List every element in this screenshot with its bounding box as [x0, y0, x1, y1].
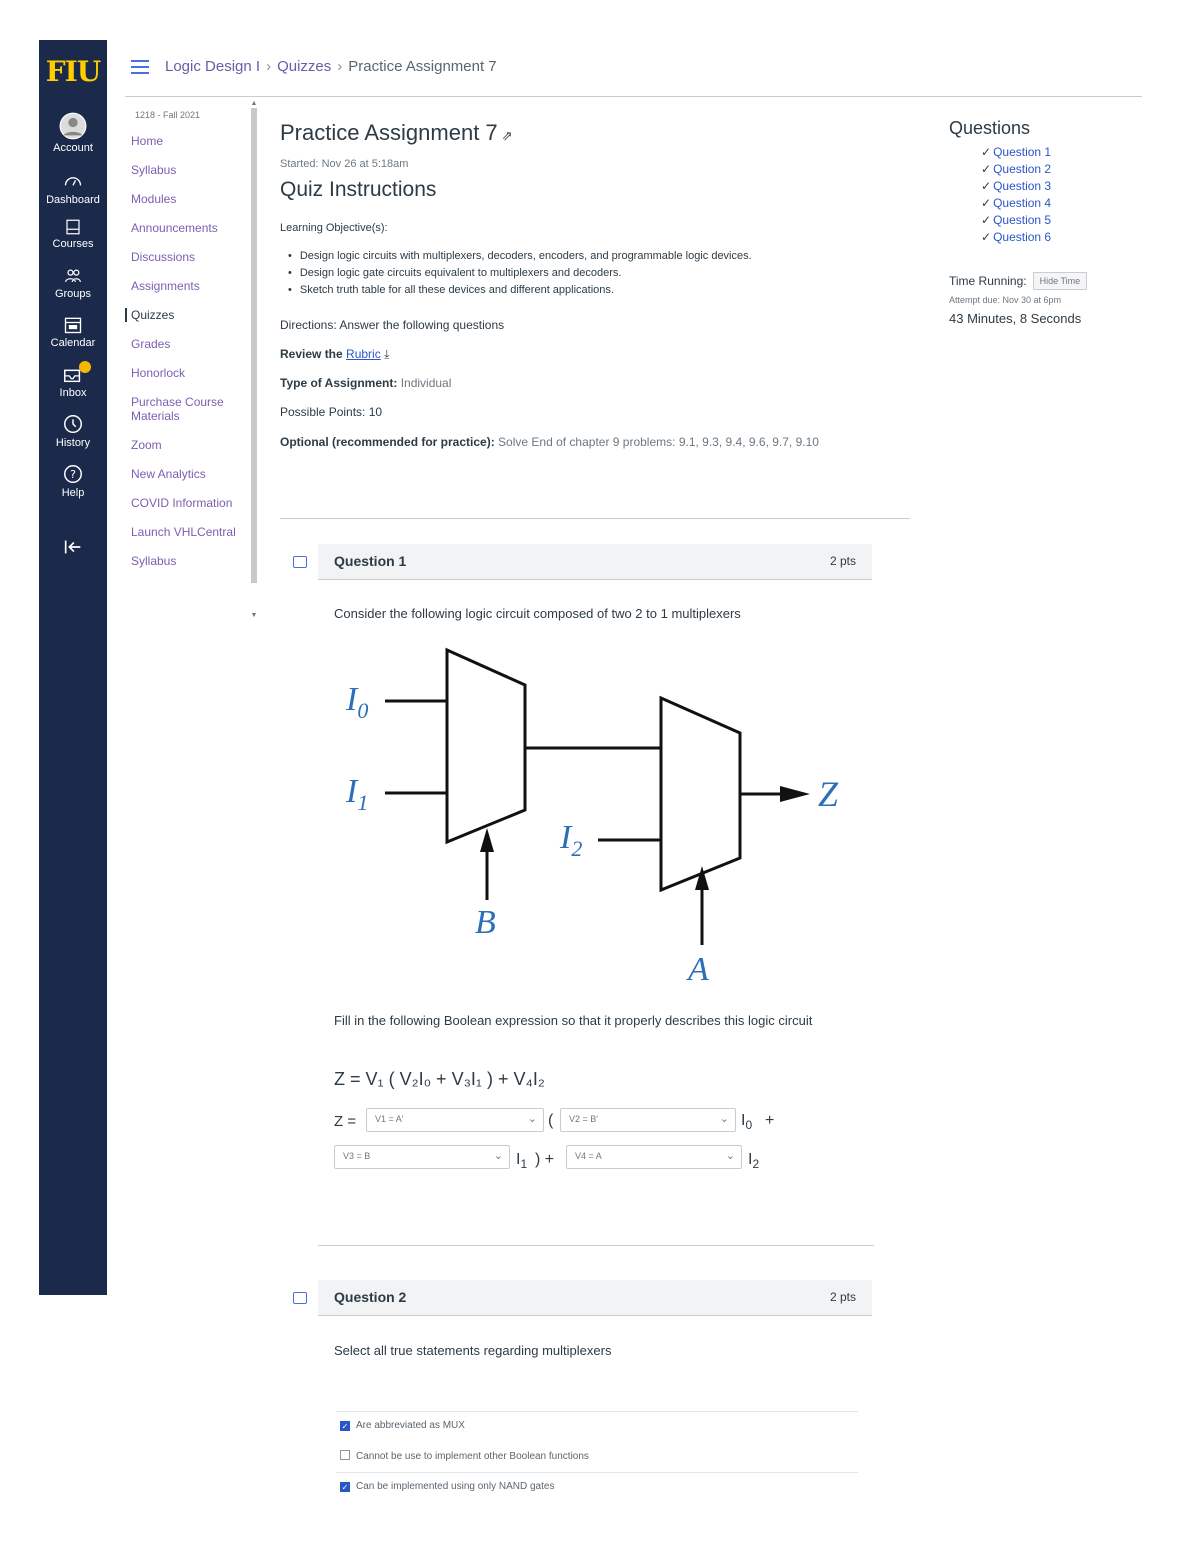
course-nav-launch-vhlcentral[interactable]: Launch VHLCentral — [131, 525, 236, 539]
chevron-down-icon: ⌄ — [527, 1113, 537, 1125]
divider — [318, 1245, 874, 1246]
learning-objectives-label: Learning Objective(s): — [280, 222, 388, 234]
mux-circuit-diagram — [330, 640, 870, 990]
breadcrumb-quizzes[interactable]: Quizzes — [277, 58, 332, 75]
sidebar-question-1[interactable]: ✓ Question 1 — [981, 145, 1052, 159]
attempt-due: Attempt due: Nov 30 at 6pm — [949, 295, 1062, 305]
boolean-expression: Z = V₁ ( V₂I₀ + V₃I₁ ) + V₄I₂ — [334, 1069, 545, 1089]
collapse-icon — [62, 536, 84, 558]
review-rubric: Review the Rubric ⤓ — [280, 347, 390, 361]
rubric-link[interactable]: Rubric — [346, 347, 381, 361]
course-nav-syllabus-2[interactable]: Syllabus — [131, 554, 177, 568]
course-nav — [125, 110, 260, 625]
answer-option[interactable]: ✓ Can be implemented using only NAND gates — [341, 1481, 555, 1492]
question-1-name: Question 1 — [334, 553, 407, 569]
nav-courses[interactable]: Courses — [39, 218, 107, 250]
close-paren-plus: ) + — [535, 1151, 555, 1168]
header-bar — [125, 50, 1142, 97]
course-nav-grades[interactable]: Grades — [131, 337, 171, 351]
check-icon: ✓ — [981, 213, 992, 227]
account-icon — [59, 112, 87, 140]
nav-dashboard[interactable]: Dashboard — [39, 172, 107, 206]
nav-groups[interactable]: Groups — [39, 266, 107, 300]
global-nav — [39, 40, 107, 1295]
open-paren: ( — [548, 1112, 554, 1129]
question-2-points: 2 pts — [829, 1290, 856, 1304]
question-2-prompt: Select all true statements regarding multiplexers — [334, 1343, 612, 1358]
divider — [280, 518, 910, 519]
courses-icon — [64, 218, 82, 236]
scrollbar-thumb[interactable] — [251, 108, 257, 583]
course-nav-covid-information[interactable]: COVID Information — [131, 496, 233, 510]
checkbox-checked[interactable]: ✓ — [341, 1483, 349, 1492]
answer-option[interactable]: ✓ Are abbreviated as MUX — [341, 1420, 465, 1431]
nav-history[interactable]: History — [39, 413, 107, 449]
dropdown-v2[interactable]: V2 = B' ⌄ — [560, 1108, 736, 1132]
course-nav-modules[interactable]: Modules — [131, 192, 177, 206]
course-nav-new-analytics[interactable]: New Analytics — [131, 467, 206, 481]
nav-help[interactable]: ? Help — [39, 463, 107, 499]
label-z: Z — [818, 774, 839, 814]
publish-icon: ⇗ — [501, 128, 513, 143]
mux-2 — [661, 698, 740, 890]
question-1-prompt: Consider the following logic circuit composed of two 2 to 1 multiplexers — [334, 606, 741, 621]
questions-heading: Questions — [949, 118, 1031, 138]
calendar-icon — [63, 315, 83, 335]
breadcrumb: Logic Design I › Quizzes › Practice Assignment 7 — [165, 58, 497, 75]
sidebar-question-3[interactable]: ✓ Question 3 — [981, 179, 1052, 193]
check-icon: ✓ — [981, 179, 992, 193]
check-icon: ✓ — [981, 145, 992, 159]
mux-1 — [447, 650, 525, 842]
dropdown-v4[interactable]: V4 = A ⌄ — [566, 1145, 742, 1169]
elapsed-time: 43 Minutes, 8 Seconds — [949, 311, 1082, 326]
groups-icon — [63, 266, 83, 286]
hide-time-button[interactable]: Hide Time — [1033, 272, 1088, 290]
course-nav-scrollbar[interactable] — [249, 100, 259, 625]
objective-item: • Design logic gate circuits equivalent to multiplexers and decoders. — [288, 267, 752, 279]
question-1-points: 2 pts — [829, 554, 856, 568]
chevron-down-icon: ⌄ — [493, 1150, 503, 1162]
sidebar-question-6[interactable]: ✓ Question 6 — [981, 230, 1052, 244]
course-nav-quizzes[interactable]: Quizzes — [125, 308, 260, 322]
started-time: Started: Nov 26 at 5:18am — [280, 158, 409, 170]
divider — [336, 1472, 858, 1473]
course-nav-zoom[interactable]: Zoom — [131, 438, 162, 452]
course-nav-announcements[interactable]: Announcements — [131, 221, 218, 235]
z-equals-label: Z = — [334, 1113, 357, 1130]
scroll-up-icon[interactable]: ▲ — [250, 100, 258, 107]
unread-badge — [79, 361, 91, 373]
dashboard-icon — [63, 172, 83, 192]
sidebar-question-2[interactable]: ✓ Question 2 — [981, 162, 1052, 176]
checkbox-checked[interactable]: ✓ — [341, 1422, 349, 1431]
plus-sign: + — [765, 1112, 775, 1129]
sidebar-question-4[interactable]: ✓ Question 4 — [981, 196, 1052, 210]
fiu-logo[interactable]: FIU — [45, 54, 101, 88]
question-2-header — [318, 1280, 872, 1316]
instructions-heading: Quiz Instructions — [280, 178, 437, 201]
label-i1: $I_1$ — [346, 773, 369, 815]
checkbox-unchecked[interactable] — [340, 1450, 350, 1460]
page-title: Practice Assignment 7 ⇗ — [280, 120, 513, 145]
nav-inbox[interactable]: Inbox — [39, 363, 107, 399]
breadcrumb-course[interactable]: Logic Design I — [165, 58, 261, 75]
help-icon — [62, 463, 84, 485]
nav-calendar[interactable]: Calendar — [39, 315, 107, 349]
question-2-name: Question 2 — [334, 1289, 407, 1305]
svg-text:?: ? — [70, 468, 76, 482]
flag-question-icon[interactable] — [293, 556, 307, 568]
scroll-down-icon[interactable]: ▼ — [250, 612, 258, 619]
dropdown-v3[interactable]: V3 = B ⌄ — [334, 1145, 510, 1169]
question-1-header — [318, 544, 872, 580]
term-i2: $I_2$ — [748, 1151, 760, 1172]
term-i0: $I_0$ — [741, 1112, 753, 1133]
chevron-down-icon: ⌄ — [725, 1150, 735, 1162]
divider — [336, 1411, 858, 1412]
label-i0: $I_0$ — [346, 681, 369, 723]
course-nav-syllabus[interactable]: Syllabus — [131, 163, 177, 177]
optional-practice: Optional (recommended for practice): Solve End of chapter 9 problems: 9.1, 9.3, 9.4, 9.6, 9.7, 9.10 — [280, 435, 819, 449]
dropdown-v1[interactable]: V1 = A' ⌄ — [366, 1108, 544, 1132]
history-icon — [62, 413, 84, 435]
question-1-fill-prompt: Fill in the following Boolean expression so that it properly describes this logic circuit — [334, 1013, 813, 1028]
term-i1: $I_1$ — [516, 1151, 528, 1172]
course-nav-assignments[interactable]: Assignments — [131, 279, 200, 293]
check-icon: ✓ — [981, 196, 992, 210]
course-nav-purchase-materials[interactable]: Purchase Course Materials — [131, 395, 224, 423]
course-nav-home[interactable]: Home — [131, 134, 164, 148]
objective-item: • Design logic circuits with multiplexers, decoders, encoders, and programmable logic devices. — [288, 250, 752, 262]
hamburger-menu-icon[interactable] — [131, 60, 149, 74]
label-b: B — [475, 904, 496, 941]
assignment-type: Type of Assignment: Individual — [280, 376, 452, 390]
nav-account[interactable]: Account — [39, 112, 107, 154]
check-icon: ✓ — [981, 162, 992, 176]
learning-objectives-list — [288, 250, 752, 301]
chevron-down-icon: ⌄ — [719, 1113, 729, 1125]
answer-option[interactable]: Cannot be use to implement other Boolean functions — [340, 1450, 589, 1462]
possible-points: Possible Points: 10 — [280, 405, 383, 419]
label-i2: $I_2$ — [560, 819, 583, 861]
label-a: A — [688, 951, 709, 988]
course-term: 1218 - Fall 2021 — [135, 110, 201, 120]
questions-sidebar — [949, 118, 1139, 247]
download-icon[interactable]: ⤓ — [384, 347, 390, 361]
course-nav-discussions[interactable]: Discussions — [131, 250, 196, 264]
check-icon: ✓ — [981, 230, 992, 244]
collapse-nav-button[interactable] — [39, 536, 107, 560]
flag-question-icon[interactable] — [293, 1292, 307, 1304]
objective-item: • Sketch truth table for all these devices and different applications. — [288, 284, 752, 296]
directions: Directions: Answer the following questions — [280, 318, 505, 332]
course-nav-honorlock[interactable]: Honorlock — [131, 366, 186, 380]
breadcrumb-current: Practice Assignment 7 — [348, 58, 497, 75]
sidebar-question-5[interactable]: ✓ Question 5 — [981, 213, 1052, 227]
time-running: Time Running: Hide Time — [949, 272, 1087, 290]
